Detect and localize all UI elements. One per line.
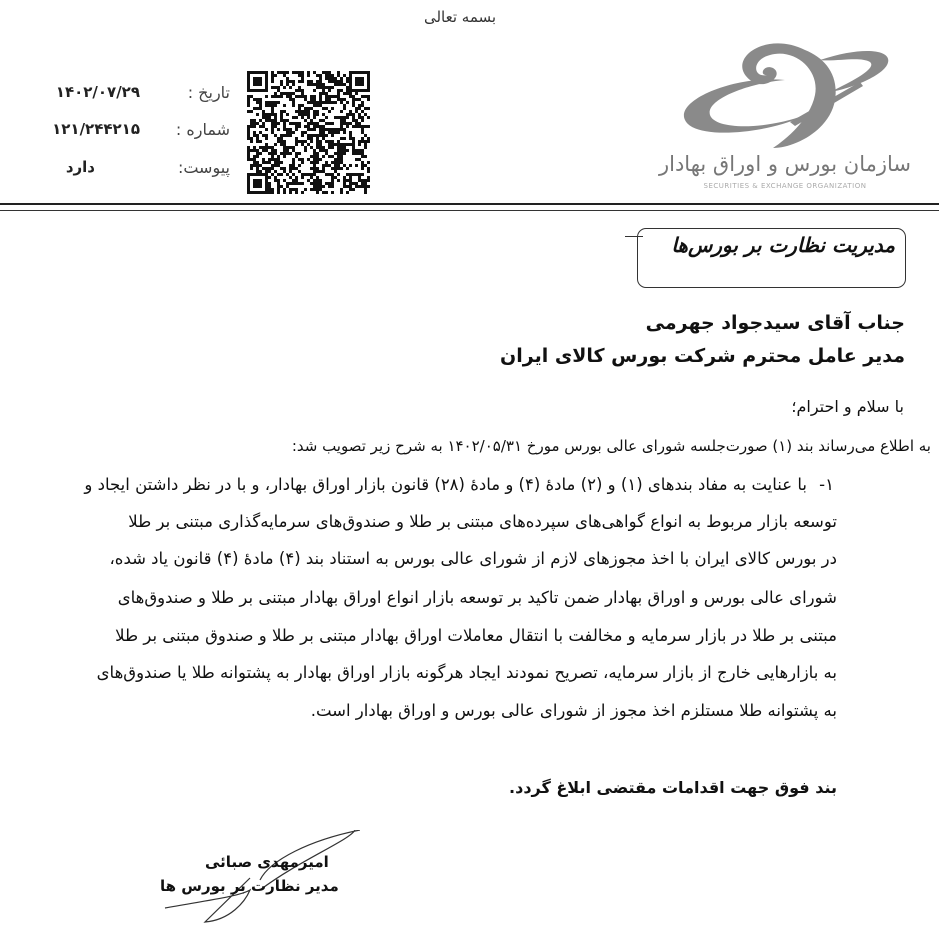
- organization-name: سازمان بورس و اوراق بهادار: [658, 152, 911, 176]
- qr-modules: [247, 71, 370, 194]
- organization-name-english: SECURITIES & EXCHANGE ORGANIZATION: [703, 182, 867, 190]
- recipient-title: مدیر عامل محترم شرکت بورس کالای ایران: [500, 345, 905, 367]
- header-divider: [0, 203, 939, 205]
- recipient-name: جناب آقای سیدجواد جهرمی: [645, 312, 905, 334]
- item-line: در بورس کالای ایران با اخذ مجوزهای لازم از شورای عالی بورس به استناد بند (۴) مادهٔ (۴) قانون یاد شده،: [109, 549, 837, 568]
- header-divider: [0, 210, 939, 211]
- qr-code-icon: [247, 71, 370, 194]
- item-line: توسعه بازار مربوط به انواع گواهی‌های سپرده‌های مبتنی بر طلا و صندوق‌های سرمایه‌گذاری مبتنی بر طلا: [128, 512, 837, 531]
- number-value: ۱۲۱/۲۴۴۲۱۵: [52, 120, 140, 138]
- attachment-label: پیوست:: [177, 158, 230, 177]
- bismillah-heading: بسمه تعالی: [423, 8, 497, 26]
- item-line: به پشتوانه طلا مستلزم اخذ مجوز از شورای عالی بورس و اوراق بهادار است.: [310, 701, 837, 720]
- item-number: ۱-: [819, 475, 834, 494]
- intro-paragraph: به اطلاع می‌رساند بند (۱) صورت‌جلسه شورای عالی بورس مورخ ۱۴۰۲/۰۵/۳۱ به شرح زیر تصویب شد:: [291, 437, 931, 455]
- department-box-tick: [625, 236, 643, 237]
- item-line: به بازارهایی خارج از بازار سرمایه، تصریح نمودند ایجاد هرگونه بازار اوراق بهادار به پشتوانه طلا یا صندوق‌های: [96, 663, 837, 682]
- signatory-name: امیرمهدی صبائی: [205, 853, 329, 871]
- item-line: با عنایت به مفاد بندهای (۱) و (۲) مادهٔ (۴) و مادهٔ (۲۸) قانون بازار اوراق بهادار، و با در نظر داشتن ایجاد و: [84, 475, 807, 494]
- salutation: با سلام و احترام؛: [791, 397, 904, 416]
- organization-logo-icon: [655, 20, 915, 160]
- signatory-title: مدیر نظارت بر بورس ها: [160, 877, 339, 895]
- item-line: شورای عالی بورس و اوراق بهادار ضمن تاکید بر توسعه بازار انواع اوراق بهادار مبتنی بر طلا و صندوق‌های: [117, 588, 837, 607]
- attachment-value: دارد: [65, 158, 95, 176]
- date-label: تاریخ :: [187, 83, 230, 102]
- department-title: مدیریت نظارت بر بورس‌ها: [671, 233, 895, 257]
- date-value: ۱۴۰۲/۰۷/۲۹: [55, 83, 140, 101]
- number-label: شماره :: [175, 120, 230, 139]
- item-line: مبتنی بر طلا در بازار سرمایه و مخالفت با انتقال معاملات اوراق بهادار مبتنی بر طلا و صندوق مبتنی بر طلا: [115, 626, 837, 645]
- closing-statement: بند فوق جهت اقدامات مقتضی ابلاغ گردد.: [509, 778, 837, 797]
